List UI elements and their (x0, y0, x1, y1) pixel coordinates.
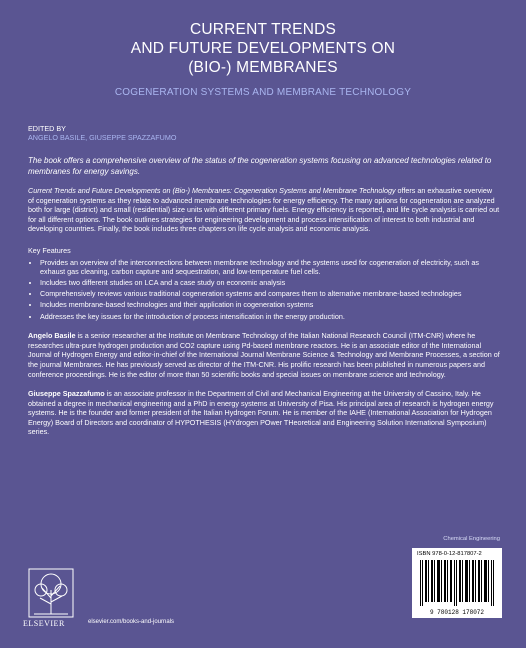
key-feature-item: • Includes membrane-based technologies and their application in cogeneration systems (40, 300, 500, 310)
key-features-list (28, 258, 500, 322)
bio-text: is an associate professor in the Department of Civil and Mechanical Engineering at the University of Cassino, Italy. He obtained a degree in mechanical engineering and a PhD in energy systems at University of Pisa. His principal area of research is hydrogen energy systems. He is the founder and former president of the Italian Hydrogen Forum. He is member of the IAHE (International Association for Hydrogen Energy) Board of Directors and coordinator of HYPOTHESIS (HYdrogen POwer THeoretical and Engineering Solution International Symposium) series. (28, 389, 494, 437)
description-body: offers an exhaustive overview of cogeneration systems as they relate to advanced membrane technologies for energy efficiency. The many options for cogeneration are analyzed both for large (district) and small (residential) size units with different primary fuels. Energy efficiency is reported, and life cycle analysis is carried out for all different options. The book outlines strategies for engineering development and process intensification of interest to both industrial and developing countries. Finally, the book includes three chapters on life cycle analysis and economic analysis. (28, 186, 500, 234)
isbn-text: ISBN 978-0-12-817807-2 (417, 551, 482, 557)
key-features-heading: Key Features (28, 245, 71, 255)
bio-giuseppe-spazzafumo (28, 389, 500, 437)
key-feature-item: • Addresses the key issues for the introduction of process intensification in the energy production. (40, 312, 500, 322)
title-block (0, 20, 526, 98)
publisher-logo-text: ELSEVIER (23, 619, 65, 628)
bio-name: Giuseppe Spazzafumo (28, 389, 105, 399)
isbn-barcode-box (412, 548, 502, 618)
elsevier-tree-logo-icon (28, 568, 74, 618)
description-book-title: Current Trends and Future Developments on (Bio-) Membranes: Cogeneration Systems and Membrane Technology (28, 186, 396, 195)
book-subtitle: COGENERATION SYSTEMS AND MEMBRANE TECHNOLOGY (114, 87, 412, 98)
bio-text: is a senior researcher at the Institute on Membrane Technology of the Italian National Research Council (ITM-CNR) where he researches ultra-pure hydrogen production and CO2 capture using Pd-based membrane reactors. He is an associate editor of the International Journal of Hydrogen Energy and editor-in-chief of the International Journal Membrane Science & Technology and Membrane Processes, a section of the journal Membranes. He has previously served as director of the ITM-CNR. His prolific research has been published in numerous papers and conference proceedings. He is the editor of more than 50 scientific books and special issues on membrane science and technology. (28, 331, 500, 379)
description-paragraph (28, 186, 500, 234)
back-cover-content (28, 156, 500, 447)
key-feature-item: • Provides an overview of the interconnections between membrane technology and the systems used for cogeneration of electricity, such as exhaust gas cleaning, carbon capture and sequestration, and low-temperature fuel cells. (40, 258, 500, 277)
book-title-line-3: (BIO-) MEMBRANES (188, 59, 338, 76)
bio-angelo-basile (28, 331, 500, 379)
key-feature-item: • Comprehensively reviews various traditional cogeneration systems and compares them to alternative membrane-based technologies (40, 289, 500, 299)
editors-names: ANGELO BASILE, GIUSEPPE SPAZZAFUMO (28, 133, 177, 142)
edited-by-label: EDITED BY (28, 124, 66, 133)
intro-paragraph: The book offers a comprehensive overview of the status of the cogeneration systems focusing on advanced technologies related to membranes for energy savings. (28, 156, 492, 176)
barcode-icon (418, 560, 496, 606)
key-feature-item: • Includes two different studies on LCA and a case study on economic analysis (40, 278, 500, 288)
book-title-line-1: CURRENT TRENDS (189, 21, 337, 38)
barcode-number: 9 780128 178072 (429, 609, 484, 616)
edited-by-block (28, 124, 176, 142)
bio-name: Angelo Basile (28, 331, 76, 341)
category-label: Chemical Engineering (443, 536, 500, 542)
publisher-url[interactable]: elsevier.com/books-and-journals (88, 619, 175, 625)
book-title-line-2: AND FUTURE DEVELOPMENTS ON (130, 40, 396, 57)
